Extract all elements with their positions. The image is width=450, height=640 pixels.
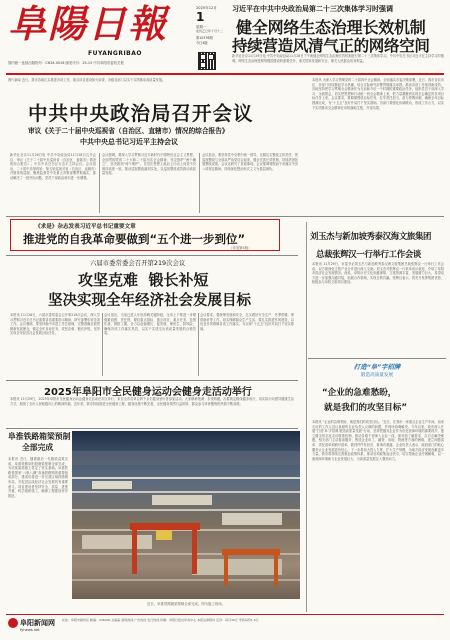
top-right-body: 新华社北京11月29日电 中共中央政治局11月28日下午就健全网络生态治理长效机制进行第二十三次集体学习。中共中央总书记习近平在主持学习时强调，网络生态治理是网络强国建设的重要任务，事关国家发展和安全，事关人民群众切身利益。 (232, 54, 444, 63)
qiushi-banner[interactable] (10, 219, 280, 251)
railway-caption: 近日，阜淮铁路箱梁预制全部完成。图为施工现场。 (147, 602, 225, 606)
date-year-month: 2025年12月 (196, 6, 217, 10)
publication-info: 国内统一连续出版物号：CN34-0016 邮发代号：25-15 中共阜阳市委机关报 (8, 61, 124, 65)
lead-body-col1: 新华社北京11月28日电 中共中央政治局11月28日召开会议，审议《关于二十届中央巡视省（自治区、直辖市）情况的综合报告》。中共中央总书记习近平主持会议。会议指出，二十届中央第四轮、第五轮巡视对省（自治区、直辖市）开展常规巡视，聚焦监督党中央重大决策部署贯彻落实，推动解决了一批突出问题，党员干部政治意识进一步增强。 (10, 153, 96, 180)
lead-body-col2: 会议强调，要深入学习贯彻习近平新时代中国特色社会主义思想，全面贯彻党的二十大和二十届历次全会精神，坚定拥护“两个确立”、坚决做到“两个维护”，自觉在思想上政治上行动上同党中央保持高度一致，推动巡视整改落到实处，以巡视整改成效推动高质量发展。 (102, 153, 196, 176)
news-site-logo-icon[interactable] (8, 618, 18, 628)
date-lunar: 农历乙巳年十月十二 (196, 29, 224, 33)
footer-site-name[interactable]: 阜阳新闻网 (20, 619, 55, 627)
qiushi-title: 推进党的自我革命要做到“五个进一步到位” (23, 232, 246, 246)
railway-title-2: 全部完成 (22, 443, 54, 452)
date-day: 1 (196, 10, 205, 24)
fitness-story (6, 383, 298, 427)
county-body-col1: 本报讯 11月28日，六届市委常委会召开第219次会议，深入学习贯彻习近平总书记重要讲话重要指示精神，研究部署年底各项工作。会议强调，要坚持稳中求进工作总基调，完整准确全面贯彻新发展理念，锚定全年目标任务，攻坚克难、锻长补短，坚决完成全年经济社会发展目标任务。 (10, 313, 100, 336)
column-badge[interactable] (326, 362, 428, 382)
railway-headline-box[interactable] (8, 431, 71, 455)
newspaper-pinyin: FUYANGRIBAO (88, 50, 143, 57)
column-title-1[interactable]: “企业的急难愁盼， (322, 388, 397, 398)
footer (6, 616, 444, 638)
column-body: 本报讯 “企业的急难愁盼，就是我们的攻坚目标。”近日，在我市一家重点企业生产车间，前来走访的工作人员认真倾听企业负责人反映的问题，并现场协调解决。今年以来，我市深入开展“打造‘阜’字招牌 锻造高质量发展”行动，坚持把服务企业作为优化营商环境的重要抓手，建立健全常态化走访联系机制，推动各级干部深入企业一线，面对面了解需求、点对点解决难题。相关部门主动靠前服务，围绕企业用工、融资、用地、物流等方面的困难，建立问题清单、责任清单和销号清单，做到件件有回音、事事有着落。企业负责人表示，政府部门的贴心服务让企业发展更有信心，下一步将加大投入力度，扩大生产规模，为地方经济发展贡献更多力量。我市将持续完善惠企政策体系，推动各项政策直达快享，切实帮助企业纾困解难，以一流营商环境助力企业发展壮大，为高质量发展注入强劲动力。 (312, 420, 444, 461)
qiushi-kicker: 《求是》杂志发表习近平总书记重要文章 (35, 224, 136, 230)
railway-photo (72, 431, 300, 599)
date-weekday: 星期一 (196, 25, 207, 29)
right-mid-title-1[interactable]: 刘玉杰与新加坡秀泰汉海文旅集团 (310, 231, 432, 241)
column-badge-sub: 锻造高质量发展 (360, 373, 394, 378)
right-mid-body: 本报讯 11月29日，市委书记刘玉杰与新加坡秀泰汉海文旅集团总裁张辉汉一行举行工作会谈，双方就深化文旅产业合作进行深入交流。刘玉杰对张辉汉一行来阜表示欢迎，介绍了阜阳市经济社会发展情况。他说，阜阳历史文化底蕴深厚，文旅资源丰富，发展潜力巨大，希望双方进一步加强沟通对接，拓展合作领域，实现互利共赢。张辉汉表示，将充分发挥集团优势，积极参与阜阳文旅项目建设。 (312, 262, 444, 285)
right-mid-title-2[interactable]: 总裁张辉汉一行举行工作会谈 (316, 249, 421, 259)
county-body-col3: 会议要求，要统筹发展和安全，扎实做好安全生产、冬季供暖、保供稳价等工作，切实保障群众生产生活。要扎实推进作风建设，以优良作风保障各项工作落实，为实现“十五五”良好开局打下坚实基础。 (200, 313, 294, 331)
masthead (0, 0, 450, 72)
county-kicker: 六届市委常委会召开第219次会议 (90, 259, 186, 267)
left-top-body: 图片新闻 近日，我市各地扎实推进各项工作，重点项目建设如火如荼，各级各部门以实干实绩推动高质量发展。 (8, 78, 166, 82)
top-right-kicker: 习近平在中共中央政治局第二十三次集体学习时强调 (232, 5, 393, 13)
county-body-col2: 会议指出，当前已进入年底冲刺关键阶段，全市上下要进一步增强紧迫感、责任感，紧盯重点指标、重点项目、重点任务，挂图作战、倒排工期，全力以赴稳增长、促发展、保民生、防风险，确保各项工作落实见效，以实干实绩交出高质量发展的合格答卷。 (104, 313, 196, 336)
column-title-2[interactable]: 就是我们的攻坚目标” (324, 403, 407, 413)
county-title-1[interactable]: 攻坚克难 锻长补短 (78, 271, 209, 289)
footer-url[interactable]: fynews.net (20, 628, 40, 632)
issue-number: 第10376期 (196, 36, 213, 40)
top-right-title-1[interactable]: 健全网络生态治理长效机制 (236, 18, 426, 37)
railway-title-1: 阜淮铁路箱梁预制 (8, 432, 71, 441)
county-title-2[interactable]: 坚决实现全年经济社会发展目标 (48, 293, 251, 309)
lead-story (6, 96, 306, 216)
column-badge-title: 打造“阜”字招牌 (353, 363, 401, 371)
masthead-rule (6, 73, 444, 75)
qiushi-credit: （详见第4版） (229, 246, 252, 250)
column-story (310, 386, 446, 416)
railway-story (6, 431, 306, 611)
page-count: 今日4版 (196, 41, 208, 45)
qr-code-icon[interactable] (198, 52, 216, 70)
railway-body: 本报讯 近日，随着最后一孔箱梁浇筑完成，阜淮铁路阜阳段箱梁预制全部完成，为后续架梁施工奠定了坚实基础。阜淮铁路是国家“八纵八横”高速铁路网的重要组成部分，建成后将进一步完善区域铁路网布局，对促进沿线经济社会发展具有重要意义。项目建设者坚持安全、质量、进度并重，科学组织施工，确保工程建设有序推进。 (8, 457, 68, 498)
fitness-title[interactable]: 2025年阜阳市全民健身运动会健身走活动举行 (44, 387, 252, 398)
county-meeting-story (6, 258, 298, 378)
right-top-photo-column: 本报讯 为深入学习贯彻党的二十届四中全会精神，全面落实市委决策部署，近日，我市各县市区、各部门持续掀起学习热潮，结合实际研究部署贯彻落实举措，推动各项工作取得新成效。各地坚持把学习贯彻全会精神作为当前和今后一个时期的重要政治任务，组织党员干部深入学习、全面领会，切实把思想和行动统一到全会精神上来，把力量凝聚到实现全会确定的各项目标任务上来。会议要求，要紧紧围绕目标任务，扛牢责任担当，奋力拼搏冲刺，确保全年目标圆满完成，为“十五五”良好开局打下坚实基础。各部门要强化协调联动，形成工作合力，以实干实绩推动全会精神在阜阳落地生根、开花结果。 (312, 78, 444, 110)
lead-subtitle-2: 中共中央总书记习近平主持会议 (80, 138, 178, 146)
lead-subtitle: 审议《关于二十届中央巡视省（自治区、直辖市）情况的综合报告》 (28, 127, 229, 135)
lead-body-col3: 会议指出，要坚持党中央集中统一领导，压紧压实整改主体责任，把巡视整改与全面从严治党结合起来，健全完善长效机制，持续巩固拓展整改成果。会议还研究了其他事项。会议强调要锲而不舍落实中央八项规定精神，持续深化整治形式主义为基层减负。 (202, 153, 298, 171)
footer-info: 社址：阜阳市颍州区 邮编：236000 总编室 新闻热线 广告热线 发行热线 印刷：阜阳日报社印务中心 本报法律顾问 定价：每月30元 零售每份1.5元 (62, 618, 259, 622)
fitness-body: 本报讯 11月29日，2025年阜阳市全民健身运动会健身走活动在市区举行，来自全市各单位的千余名健身爱好者参加活动。大家精神饱满、步伐矫健，沿着规定路线健步前行，用实际行动倡导健康生活方式，展现了全市人民积极向上的精神风貌。近年来，我市持续推进全民健身工程，健身设施不断完善，全民健身氛围日益浓厚，群众参与体育锻炼的热情不断高涨。 (10, 397, 294, 406)
lead-title[interactable]: 中共中央政治局召开会议 (28, 102, 254, 125)
top-right-title-2[interactable]: 持续营造风清气正的网络空间 (232, 37, 430, 55)
newspaper-logo: 阜陽日報 (8, 1, 169, 46)
